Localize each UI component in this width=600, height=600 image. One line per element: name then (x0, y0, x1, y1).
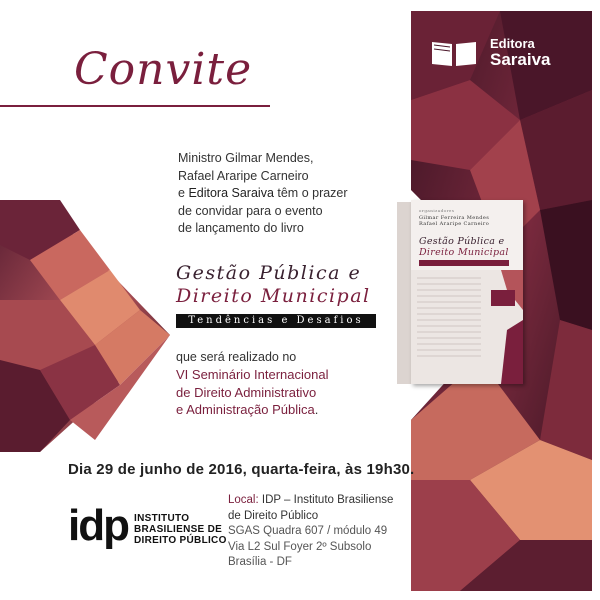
seminar-period: . (314, 402, 319, 417)
intro-line-3 (178, 185, 418, 203)
idp-logo-line-1: INSTITUTO (134, 513, 190, 524)
location-line-4: Via L2 Sul Foyer 2º Subsolo (228, 540, 372, 553)
location-line-2: de Direito Público (228, 509, 319, 522)
cover-publisher-logo (491, 290, 515, 306)
invitation-title: Convite (74, 44, 253, 95)
idp-logo-mark: idp (68, 501, 128, 550)
seminar-name (176, 366, 328, 419)
book-spine (397, 202, 411, 384)
book-title-line-1: Gestão Pública e (176, 262, 362, 284)
intro-line-1: Ministro Gilmar Mendes, (178, 151, 314, 165)
cover-title (419, 236, 509, 258)
intro-line-2: Rafael Araripe Carneiro (178, 168, 309, 183)
event-intro: que será realizado no (176, 350, 297, 364)
intro-line-4: de convidar para o evento (178, 203, 323, 218)
book-title (176, 262, 371, 308)
location-line-1-text: IDP – Instituto Brasiliense (261, 494, 394, 506)
intro-text (178, 150, 418, 238)
cover-subtitle-bar (419, 260, 509, 266)
book-cover-image (397, 200, 523, 386)
seminar-line-3-text: e Administração Pública (176, 402, 315, 417)
seminar-line-1: VI Seminário Internacional (176, 367, 329, 382)
saraiva-logo-line-1: Editora (490, 36, 535, 51)
cover-author-2: Rafael Araripe Carneiro (419, 221, 490, 227)
cover-organizers: organizadores (419, 208, 455, 213)
title-underline (0, 105, 270, 107)
saraiva-logo-line-2: Saraiva (490, 50, 551, 69)
intro-line-3-suffix: têm o prazer (273, 186, 348, 200)
cover-graphic (411, 270, 523, 384)
book-title-line-2: Direito Municipal (176, 285, 371, 307)
location-line-3: SGAS Quadra 607 / módulo 49 (228, 525, 388, 537)
open-book-icon (430, 38, 478, 68)
book-front-cover (411, 200, 523, 384)
idp-logo-line-2: BRASILIENSE DE (134, 524, 223, 535)
left-mosaic (0, 200, 170, 452)
location-label: Local: (228, 494, 259, 506)
idp-logo-line-3: DIREITO PÚBLICO (134, 535, 227, 546)
location-line-1 (228, 493, 393, 509)
seminar-line-2: de Direito Administrativo (176, 384, 317, 400)
seminar-line-3 (176, 401, 328, 419)
intro-brand: Editora Saraiva (188, 186, 274, 200)
cover-title-line-2: Direito Municipal (419, 247, 509, 258)
intro-line-3-prefix: e (178, 186, 189, 200)
location-block (228, 493, 393, 571)
cover-authors (419, 215, 489, 227)
event-date: Dia 29 de junho de 2016, quarta-feira, às 19h30. (68, 461, 415, 478)
cover-author-1: Gilmar Ferreira Mendes (419, 215, 490, 221)
book-subtitle: Tendências e Desafios (176, 314, 376, 328)
intro-line-5: de lançamento do livro (178, 221, 304, 235)
location-line-5: Brasília - DF (228, 556, 292, 568)
cover-title-line-1: Gestão Pública e (419, 236, 505, 247)
